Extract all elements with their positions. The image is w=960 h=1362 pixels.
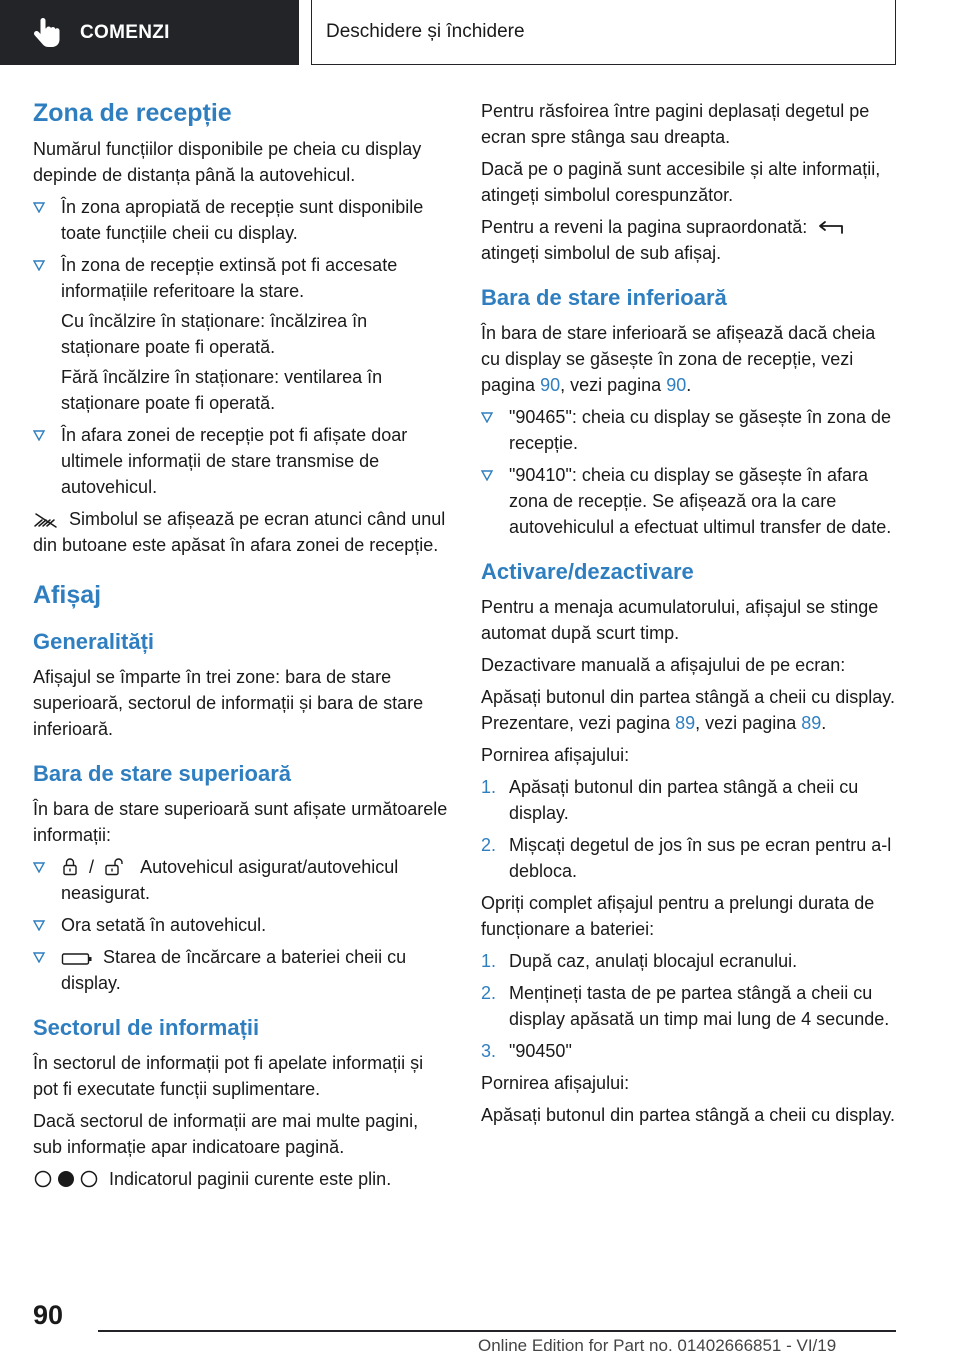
numbered-item: 1. Apăsați butonul din partea stângă a cheii cu display. (481, 777, 859, 823)
list-item: În zona apropiată de recepție sunt disponibile toate funcțiile cheii cu display. (33, 194, 451, 246)
list-item: "90410": cheia cu display se găsește în afara zona de recepție. Se afișează ora la care autovehiculul a efectuat ultimul transfer de date. (481, 462, 896, 540)
section-label: COMENZI (80, 21, 170, 43)
triangle-bullet-icon (481, 470, 493, 481)
numbered-item: 1. După caz, anulați blocajul ecranului. (481, 951, 798, 971)
paragraph: Pentru răsfoirea între pagini deplasați degetul pe ecran spre stânga sau dreapta. (481, 101, 870, 147)
paragraph: Numărul funcțiilor disponibile pe cheia cu display depinde de distanța până la autovehicul. (33, 139, 422, 185)
triangle-bullet-icon (33, 202, 45, 213)
triangle-bullet-icon (33, 260, 45, 271)
no-reception-icon (33, 511, 59, 529)
footer-divider (98, 1330, 896, 1332)
list-item: Starea de încărcare a bateriei cheii cu display. (33, 944, 451, 996)
paragraph: În sectorul de informații pot fi apelate informații și pot fi executate funcții suplimentare. (33, 1053, 424, 1099)
back-arrow-icon (817, 219, 847, 237)
paragraph: Indicatorul paginii curente este plin. (33, 1166, 451, 1192)
touch-hand-icon (32, 16, 62, 50)
heading-zona-receptie: Zona de recepție (33, 99, 232, 127)
paragraph: Apăsați butonul din partea stângă a cheii cu display. (481, 1105, 895, 1125)
paragraph: Pentru a reveni la pagina supraordonată: atingeți simbolul de sub afișaj. (481, 214, 896, 266)
heading-afisaj: Afișaj (33, 581, 102, 609)
paragraph: Pentru a menaja acumulatorului, afișajul se stinge automat după scurt timp. (481, 597, 879, 643)
paragraph: Pornirea afișajului: (481, 745, 630, 765)
page-link[interactable]: 90 (666, 375, 687, 395)
page-link[interactable]: 89 (801, 713, 822, 733)
battery-icon (61, 951, 93, 967)
triangle-bullet-icon (481, 412, 493, 423)
heading-sectorul-informatii: Sectorul de informații (33, 1015, 260, 1040)
paragraph: Apăsați butonul din partea stângă a cheii cu display. Prezentare, vezi pagina 89, vezi pagina 89. (481, 687, 895, 733)
paragraph: În bara de stare superioară sunt afișate următoarele informații: (33, 799, 448, 845)
lock-closed-icon (61, 857, 79, 877)
section-tab (0, 0, 299, 65)
chapter-title: Deschidere și închidere (326, 21, 525, 42)
list-item: Ora setată în autovehicul. (33, 912, 451, 938)
page-link[interactable]: 90 (540, 375, 561, 395)
triangle-bullet-icon (33, 920, 45, 931)
numbered-item: 2. Mențineți tasta de pe partea stângă a cheii cu display apăsată un timp mai lung de 4 secunde. (481, 983, 890, 1029)
paragraph: Dezactivare manuală a afișajului de pe ecran: (481, 655, 846, 675)
page-indicator-icon (33, 1169, 99, 1189)
list-item: În zona de recepție extinsă pot fi accesate informațiile referitoare la stare. Cu încălzire în staționare: încălzirea în staționare poate fi operată. Fără încălzire în staționare: ventilarea în staționare poate fi operată. (33, 252, 451, 416)
numbered-item: 3. "90450" (481, 1041, 572, 1061)
paragraph: Pornirea afișajului: (481, 1073, 630, 1093)
chapter-tab (311, 0, 896, 65)
list-item: În afara zonei de recepție pot fi afișate doar ultimele informații de stare transmise de autovehicul. (33, 422, 451, 500)
list-item: / Autovehicul asigurat/autovehicul neasigurat. (33, 854, 451, 906)
left-column (33, 98, 451, 1198)
heading-generalitati: Generalități (33, 629, 155, 654)
paragraph: Dacă pe o pagină sunt accesibile și alte informații, atingeți simbolul corespunzător. (481, 159, 881, 205)
list-item: "90465": cheia cu display se găsește în zona de recepție. (481, 404, 896, 456)
heading-bara-inferioara: Bara de stare inferioară (481, 285, 727, 310)
paragraph: În bara de stare inferioară se afișează dacă cheia cu display se găsește în zona de recepție, vezi pagina 90, vezi pagina 90. (481, 323, 876, 395)
triangle-bullet-icon (33, 952, 45, 963)
edition-text: Online Edition for Part no. 01402666851 - VI/19 (478, 1336, 837, 1355)
lock-open-icon (104, 857, 130, 877)
triangle-bullet-icon (33, 430, 45, 441)
paragraph: Opriți complet afișajul pentru a prelungi durata de funcționare a bateriei: (481, 893, 875, 939)
paragraph: Dacă sectorul de informații are mai multe pagini, sub informație apar indicatoare pagină. (33, 1111, 419, 1157)
heading-bara-superioara: Bara de stare superioară (33, 761, 292, 786)
page-link[interactable]: 89 (675, 713, 696, 733)
paragraph: Simbolul se afișează pe ecran atunci când unul din butoane este apăsat în afara zonei de recepție. (33, 509, 446, 555)
right-column (481, 98, 896, 1134)
page-number: 90 (33, 1300, 64, 1330)
triangle-bullet-icon (33, 862, 45, 873)
heading-activare-dezactivare: Activare/dezactivare (481, 559, 694, 584)
paragraph: Afișajul se împarte în trei zone: bara de stare superioară, sectorul de informații și bara de stare inferioară. (33, 667, 424, 739)
numbered-item: 2. Mișcați degetul de jos în sus pe ecran pentru a-l debloca. (481, 835, 892, 881)
